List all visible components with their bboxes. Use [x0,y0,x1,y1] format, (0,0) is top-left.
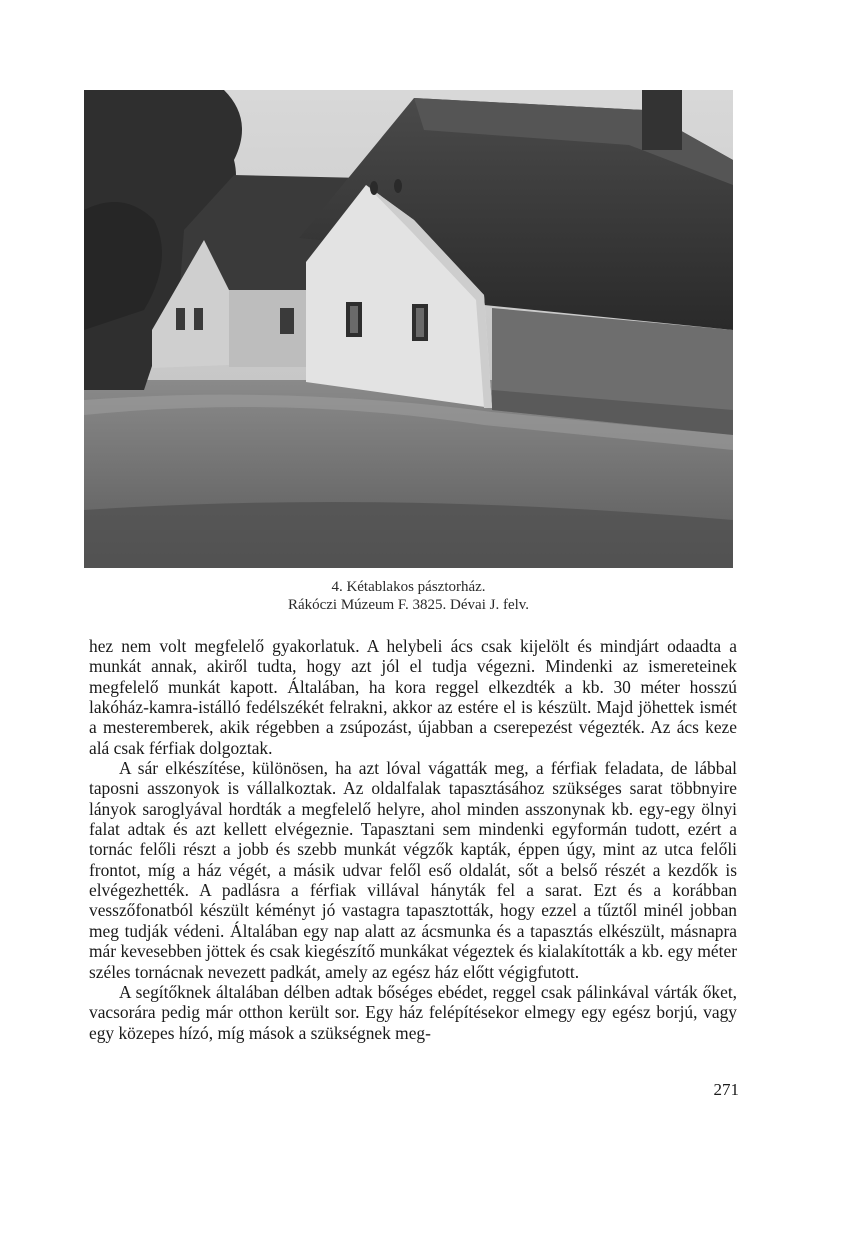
paragraph-3: A segítőknek általában délben adtak bőséges ebédet, reggel csak pálinkával várták őket, vacsorára pedig már otthon került sor. Egy ház felépítésekor elmegy egy egész borjú, vagy egy közepes hízó, míg mások a szükségnek meg- [89,981,737,1043]
farmhouse-photo [84,90,733,568]
paragraph-1: hez nem volt megfelelő gyakorlatuk. A helybeli ács csak kijelölt és mindjárt odaadta a munkát annak, akiről tudta, hogy azt jól el tudja végezni. Mindenki az ismereteinek megfelelő munkát kapott. Általában, ha kora reggel elkezdték a kb. 30 méter hosszú lakóház-kamra-istálló fedélszékét felrakni, akkor az estére el is készült. Majd jöhettek ismét a mesteremberek, akik régebben a zsúpozást, újabban a cserepezést végezték. Az ács keze alá csak férfiak dolgoztak. [89,636,737,758]
page-number: 271 [713,1080,739,1099]
caption-line-2: Rákóczi Múzeum F. 3825. Dévai J. felv. [287,597,530,613]
paragraph-2: A sár elkészítése, különösen, ha azt lóval vágatták meg, a férfiak feladata, de lábbal taposni asszonyok is vállalkoztak. Az oldalfalak tapasztásához szükséges sarat többnyire lányok saroglyával hordták a megfelelő helyre, ahol minden asszonynak kb. egy-egy ölnyi falat adtak és azt kellett elvégeznie. Tapasztani sem mindenki egyformán tudott, ezért a tornác felőli részt a jobb és szebb munkát végzők kapták, éppen úgy, mint az utca felőli frontot, míg a ház végét, a másik udvar felől eső oldalát, sőt a belső részét a kezdők is elvégezhették. A padlásra a férfiak villával hányták fel a sarat. Ezt és a korábban vesszőfonatból készült kéményt jó vastagra tapasztották, hogy ezzel a tűztől minél jobban meg tudják védeni. Általában egy nap alatt az ácsmunka és a tapasztás elkészült, másnapra már kevesebben jöttek és csak kiegészítő munkákat végeztek és kialakították a kb. egy méter széles tornácnak nevezett padkát, amely az egész ház előtt végigfutott. [89,758,737,982]
body-text [89,636,737,1043]
caption-line-1: 4. Kétablakos pásztorház. [331,579,486,595]
figure-caption [84,578,733,614]
thatched-house-image [84,90,733,568]
